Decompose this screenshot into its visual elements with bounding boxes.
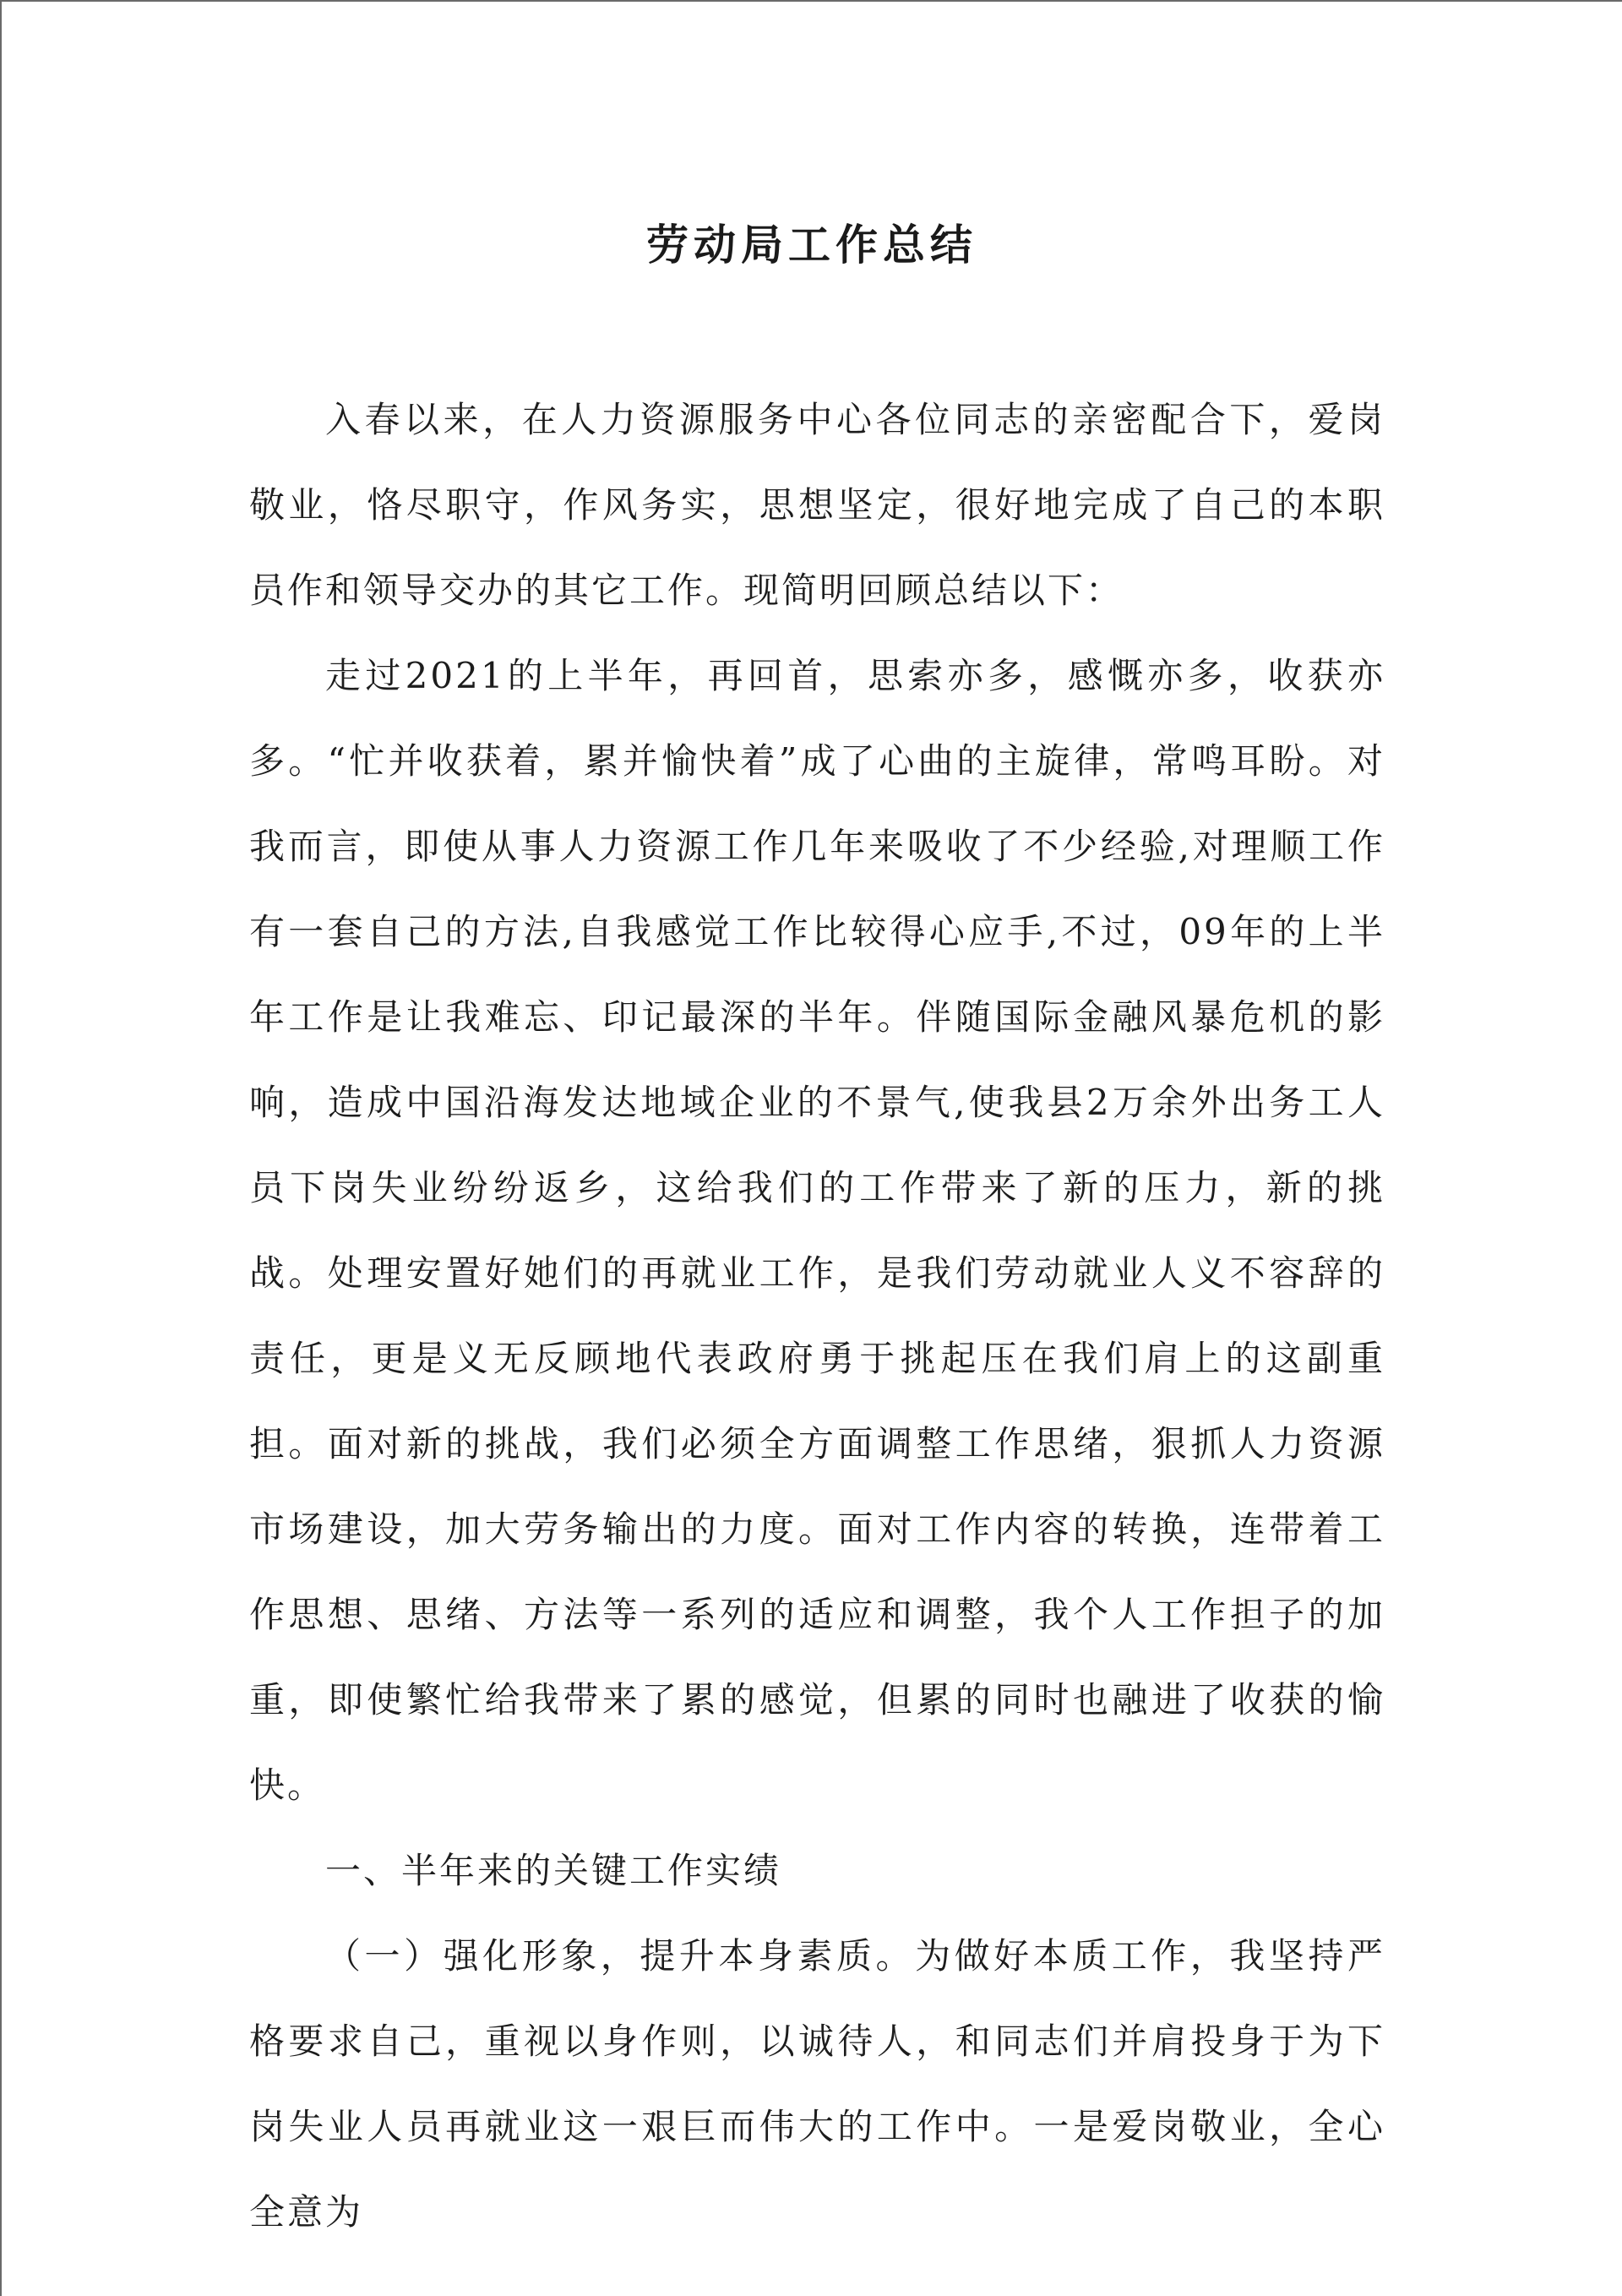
document-title: 劳动局工作总结 (646, 220, 977, 270)
paragraph-review: 走过2021的上半年，再回首，思索亦多，感慨亦多，收获亦多。“忙并收获着，累并愉快着”成了心曲的主旋律，常鸣耳盼。对我而言，即使从事人力资源工作几年来吸收了不少经验,对理顺工作有一套自己的方法,自我感觉工作比较得心应手,不过，09年的上半年工作是让我难忘、印记最深的半年。伴随国际金融风暴危机的影响，造成中国沿海发达地域企业的不景气,使我县2万余外出务工人员下岗失业纷纷返乡，这给我们的工作带来了新的压力，新的挑战。处理安置好她们的再就业工作，是我们劳动就业人义不容辞的责任，更是义无反顾地代表政府勇于挑起压在我们肩上的这副重担。面对新的挑战，我们必须全方面调整工作思绪，狠抓人力资源市场建设，加大劳务输出的力度。面对工作内容的转换，连带着工作思想、思绪、方法等一系列的适应和调整，我个人工作担子的加重，即使繁忙给我带来了累的感觉，但累的同时也融进了收获的愉快。 (249, 655, 1385, 1806)
section-heading: 一、半年来的关键工作实绩 (325, 1850, 782, 1891)
document-body (249, 377, 1385, 2255)
paragraph-section-one: （一）强化形象，提升本身素质。为做好本质工作，我坚持严格要求自己，重视以身作则，以诚待人，和同志们并肩投身于为下岗失业人员再就业这一艰巨而伟大的工作中。一是爱岗敬业，全心全意为 (249, 1935, 1385, 2233)
paragraph-intro: 入春以来，在人力资源服务中心各位同志的亲密配合下，爱岗敬业，恪尽职守，作风务实，思想坚定，很好地完成了自己的本职员作和领导交办的其它工作。现简明回顾总结以下： (249, 399, 1385, 611)
